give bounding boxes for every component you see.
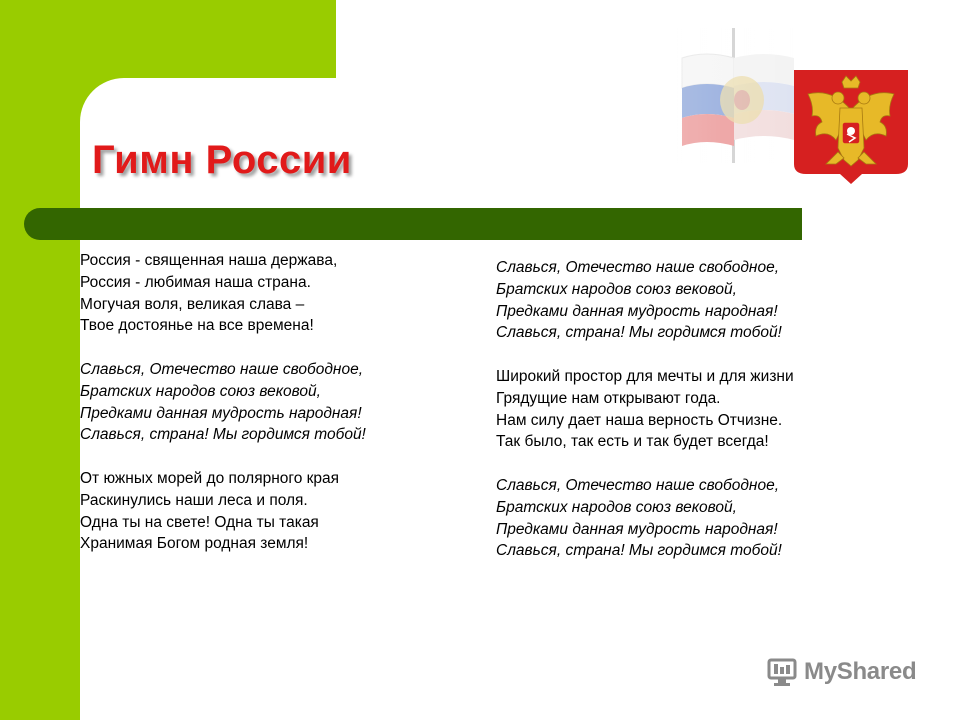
chorus-line: Братских народов союз вековой, bbox=[80, 382, 321, 400]
chorus-line: Предками данная мудрость народная! bbox=[496, 302, 778, 320]
verse-line: Одна ты на свете! Одна ты такая bbox=[80, 513, 319, 531]
verse-line: Нам силу дает наша верность Отчизне. bbox=[496, 411, 783, 429]
chorus-line: Славься, Отечество наше свободное, bbox=[496, 259, 780, 276]
chorus-line: Братских народов союз вековой, bbox=[496, 280, 737, 298]
verse-line: Могучая воля, великая слава – bbox=[80, 295, 305, 313]
verse-1 bbox=[80, 250, 366, 337]
coat-of-arms-icon bbox=[792, 68, 910, 186]
chorus-1 bbox=[80, 359, 366, 446]
chorus-line: Славься, Отечество наше свободное, bbox=[496, 476, 780, 494]
verse-line: От южных морей до полярного края bbox=[80, 469, 340, 487]
logo-text: MyShared bbox=[804, 658, 917, 685]
verse-3 bbox=[496, 366, 794, 453]
title-underline-bar bbox=[24, 208, 802, 240]
verse-line: Россия - любимая наша страна. bbox=[80, 273, 311, 291]
verse-line: Широкий простор для мечты и для жизни bbox=[496, 367, 794, 385]
chorus-line: Славься, страна! Мы гордимся тобой! bbox=[496, 542, 782, 560]
chorus-line: Славься, Отечество наше свободное, bbox=[80, 360, 364, 378]
verse-line: Так было, так есть и так будет всегда! bbox=[496, 433, 769, 451]
slide-title: Гимн России bbox=[92, 138, 352, 182]
myshared-logo bbox=[766, 654, 916, 690]
left-green-band bbox=[0, 0, 80, 720]
chorus-line: Предками данная мудрость народная! bbox=[496, 520, 778, 538]
verse-line: Раскинулись наши леса и поля. bbox=[80, 491, 308, 509]
verse-line: Грядущие нам открывают года. bbox=[496, 389, 721, 407]
chorus-line: Предками данная мудрость народная! bbox=[80, 404, 362, 422]
verse-line: Хранимая Богом родная земля! bbox=[80, 535, 309, 553]
verse-2 bbox=[80, 468, 366, 555]
chorus-line: Братских народов союз вековой, bbox=[496, 498, 737, 516]
chorus-3 bbox=[496, 475, 794, 562]
verse-line: Россия - священная наша держава, bbox=[80, 252, 338, 269]
chorus-line: Славься, страна! Мы гордимся тобой! bbox=[496, 324, 782, 342]
anthem-column-right bbox=[496, 257, 794, 562]
chorus-line: Славься, страна! Мы гордимся тобой! bbox=[80, 426, 366, 444]
monitor-icon bbox=[766, 657, 798, 687]
chorus-2 bbox=[496, 257, 794, 344]
verse-line: Твое достоянье на все времена! bbox=[80, 317, 314, 335]
anthem-column-left bbox=[80, 250, 366, 555]
russian-flag-image bbox=[676, 28, 796, 163]
